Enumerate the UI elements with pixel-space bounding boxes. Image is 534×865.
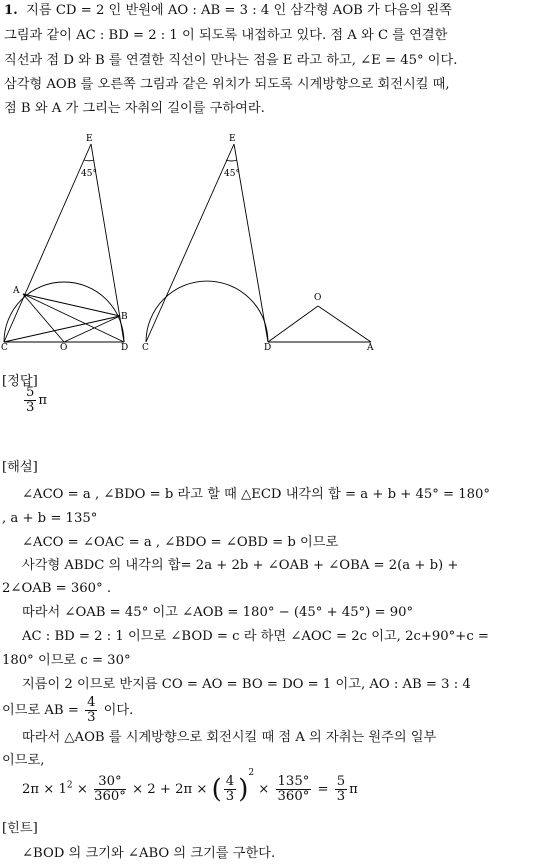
formula-part-2: × 2 + 2π ×	[132, 782, 208, 797]
left-line-bc	[4, 316, 120, 342]
explanation-line-2: , a + b = 135°	[2, 511, 98, 526]
answer-pi: π	[38, 393, 48, 408]
hint-header: [힌트]	[2, 821, 38, 836]
left-label-d: D	[121, 343, 129, 353]
formula-sup-2: 2	[248, 768, 255, 778]
explanation-line-4: 사각형 ABDC 의 내각의 합= 2a + 2b + ∠OAB + ∠OBA = 2(a + b) +	[22, 558, 459, 573]
problem-number: 1.	[4, 3, 18, 18]
left-label-a: A	[13, 286, 20, 296]
left-label-o: O	[60, 343, 68, 353]
formula-f3-den: 360°	[277, 789, 310, 804]
ab-suffix: 이다.	[103, 703, 134, 718]
formula-paren-open: (	[211, 774, 222, 805]
left-label-b: B	[121, 312, 128, 322]
ab-prefix: 이므로 AB =	[2, 703, 79, 718]
geometry-figure	[0, 130, 390, 355]
answer-header: [정답]	[2, 374, 38, 389]
formula-f2-den: 3	[225, 789, 235, 804]
right-line-do	[268, 306, 318, 342]
right-line-oa	[318, 306, 371, 342]
formula-part-4: =	[317, 782, 329, 797]
problem-line-1	[4, 2, 452, 20]
formula-f4-den: 3	[336, 789, 346, 804]
right-label-e: E	[229, 134, 236, 144]
left-angle-arc	[84, 160, 94, 161]
right-angle-arc	[226, 160, 237, 161]
formula-f2-num: 4	[225, 774, 235, 789]
problem-text-1: 지름 CD = 2 인 반원에 AO : AB = 3 : 4 인 삼각형 AOB 가 다음의 왼쪽	[26, 3, 452, 18]
ab-denominator: 3	[87, 710, 96, 725]
problem-text-2: 그림과 같이 AC : BD = 2 : 1 이 되도록 내접하고 있다. 점 A 와 C 를 연결한	[4, 28, 448, 43]
formula-fraction-3	[276, 775, 312, 804]
problem-text-4: 삼각형 AOB 를 오른쪽 그림과 같은 위치가 되도록 시계방향으로 회전시킬 때,	[4, 77, 450, 92]
right-line-ce	[146, 144, 234, 342]
left-line-ob	[64, 316, 120, 342]
formula: $2\pi \times 1^2$ × $\frac{30^\circ}{360^\circ}$ × 2 + 2π × ( $\frac{4}{3}$ )$^2$ × $\frac{135^\circ}{360^\circ}$ = $\frac{5}{3}$ π	[22, 768, 358, 805]
problem-text-5: 점 B 와 A 가 그리는 자취의 길이를 구하여라.	[4, 101, 265, 116]
formula-fraction-1	[94, 775, 126, 804]
left-line-oa	[23, 294, 64, 342]
formula-sup-1: 2	[66, 780, 73, 791]
left-line-ce	[4, 144, 91, 342]
explanation-line-12: 이므로,	[2, 753, 45, 768]
right-label-c: C	[142, 343, 149, 353]
explanation-line-9: 지름이 2 이므로 반지름 CO = AO = BO = DO = 1 이고, AO : AB = 3 : 4	[22, 677, 471, 692]
explanation-line-10	[2, 696, 133, 725]
formula-part-5: π	[349, 782, 358, 797]
explanation-line-3: ∠ACO = ∠OAC = a , ∠BDO = ∠OBD = b 이므로	[22, 535, 339, 550]
right-label-angle: 45°	[224, 169, 240, 179]
hint-line: ∠BOD 의 크기와 ∠ABO 의 크기를 구한다.	[22, 846, 276, 861]
right-label-a: A	[367, 343, 374, 353]
explanation-line-7: AC : BD = 2 : 1 이므로 ∠BOD = c 라 하면 ∠AOC = 2c 이고, 2c+90°+c =	[22, 629, 489, 644]
formula-paren-close: )	[238, 774, 249, 805]
answer-numerator: 5	[26, 385, 35, 400]
right-label-o: O	[314, 293, 322, 303]
left-label-e: E	[86, 134, 93, 144]
formula-f4-num: 5	[336, 774, 346, 789]
explanation-line-8: 180° 이므로 c = 30°	[2, 653, 131, 668]
answer-denominator: 3	[26, 400, 35, 415]
explanation-line-11: 따라서 △AOB 를 시계방향으로 회전시킬 때 점 A 의 자취는 원주의 일부	[22, 730, 437, 745]
answer-value	[22, 386, 47, 415]
answer-fraction	[24, 386, 36, 415]
problem-text-3: 직선과 점 D 와 B 를 연결한 직선이 만나는 점을 E 라고 하고, ∠E = 45° 이다.	[4, 53, 458, 68]
formula-part-3: ×	[258, 782, 270, 797]
left-line-ab	[23, 294, 120, 316]
formula-part-1: 2π × 1	[22, 782, 67, 797]
explanation-line-1: ∠ACO = a , ∠BDO = b 라고 할 때 △ECD 내각의 합 = a + b + 45° = 180°	[22, 487, 491, 502]
formula-f1-den: 360°	[94, 789, 126, 804]
formula-fraction-4	[335, 775, 347, 804]
explanation-line-5: 2∠OAB = 360° .	[2, 581, 112, 596]
explanation-header: [해설]	[2, 460, 38, 475]
explanation-line-6: 따라서 ∠OAB = 45° 이고 ∠AOB = 180° − (45° + 45°) = 90°	[22, 605, 414, 620]
formula-fraction-2	[224, 775, 236, 804]
formula-f3-num: 135°	[277, 774, 310, 789]
right-label-d: D	[264, 343, 272, 353]
ab-numerator: 4	[87, 695, 96, 710]
left-label-c: C	[1, 343, 8, 353]
left-label-angle: 45°	[81, 169, 97, 179]
formula-f1-num: 30°	[94, 775, 126, 790]
right-semicircle	[146, 281, 268, 342]
ab-fraction	[85, 696, 97, 725]
